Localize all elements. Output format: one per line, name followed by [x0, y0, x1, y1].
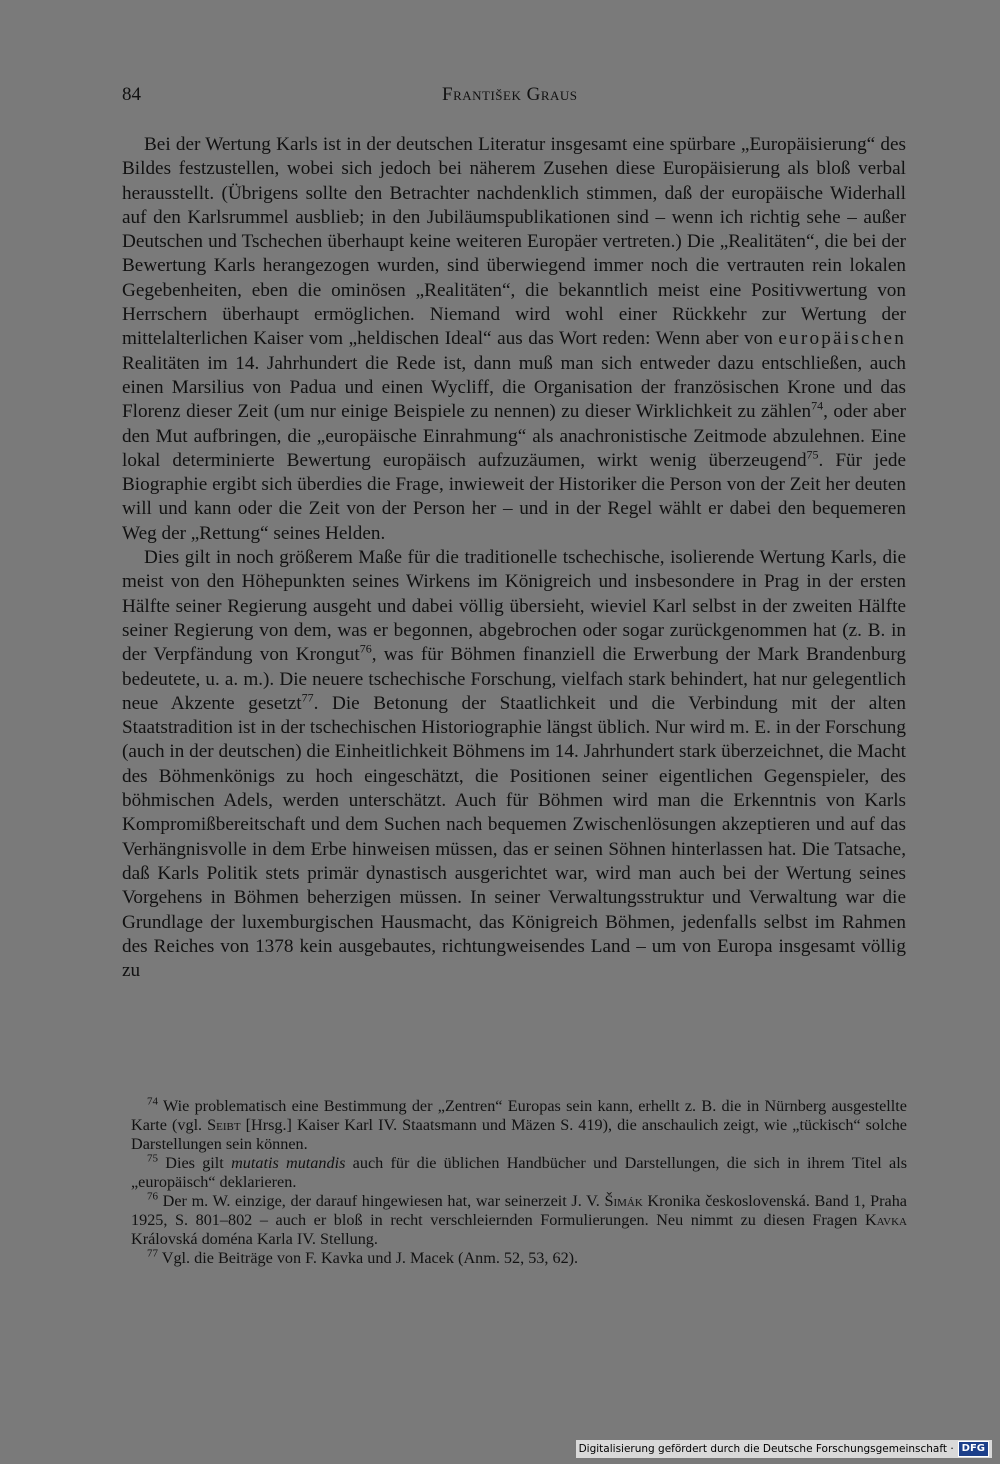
- text-run: . Für jede Biographie ergibt sich überdies die Frage, inwieweit der Historiker die Person von der Zeit her deuten will und kann oder die Zeit von der Person her – und in der Regel wählt er dabei den bequemeren Weg der „Rettung“ seines Helden.: [122, 449, 906, 544]
- footnote-ref: 75: [806, 447, 819, 462]
- text-run: , was für Böhmen finanziell die Erwerbung der Mark Brandenburg bedeutete, u. a. m.). Die neuere tschechische Forschung, vielfach stark behindert, hat nur gelegentlich neue Akzente gesetzt: [122, 644, 906, 714]
- text-run: Dies gilt: [158, 1154, 232, 1172]
- main-text: [122, 133, 906, 983]
- text-run: , oder aber den Mut aufbringen, die „europäische Einrahmung“ als anachronistische Zeitmode abzulehnen. Eine lokal determinierte Bewertung europäisch aufzuzäumen, wirkt wenig überzeugend: [122, 401, 906, 471]
- page-number: 84: [122, 84, 141, 105]
- text-run: [Hrsg.] Kaiser Karl IV. Staatsmann und Mäzen S. 419), die anschaulich zeigt, wie „tückisch“ solche Darstellungen sein können.: [131, 1116, 907, 1153]
- author-name: Šimák: [604, 1192, 643, 1210]
- emphasized-text: europäischen: [778, 328, 906, 350]
- footnote-number: 74: [147, 1095, 158, 1108]
- footnote-ref: 77: [301, 690, 314, 705]
- footnote-77: [131, 1249, 907, 1268]
- text-run: auch für die üblichen Handbücher und Darstellungen, die sich in ihrem Titel als „europäisch“ deklarieren.: [131, 1154, 907, 1191]
- text-run: Dies gilt in noch größerem Maße für die traditionelle tschechische, isolierende Wertung Karls, die meist von den Höhepunkten seines Wirkens im Königreich und insbesondere in Prag in der ersten Hälfte seiner Regierung ausgeht und dabei völlig übersieht, wieviel Karl selbst in der zweiten Hälfte seiner Regierung von dem, was er begonnen, abgebrochen oder sogar zurückgenommen hat (z. B. in der Verpfändung von Krongut: [122, 547, 906, 666]
- author-name: Kavka: [864, 1211, 907, 1229]
- text-run: Bei der Wertung Karls ist in der deutschen Literatur insgesamt eine spürbare „Europäisierung“ des Bildes festzustellen, wobei sich jedoch bei näherem Zusehen diese Europäisierung als bloß verbal herausstellt. (Übrigens sollte den Betrachter nachdenklich stimmen, daß der europäische Widerhall auf den Karlsrummel ausblieb; in den Jubiläumspublikationen sind – wenn ich richtig sehe – außer Deutschen und Tschechen überhaupt keine weiteren Europäer vertreten.) Die „Realitäten“, die bei der Bewertung Karls herangezogen wurden, sind überwiegend immer noch die vertrauten rein lokalen Gegebenheiten, eben die ominösen „Realitäten“, die bekanntlich meist eine Positivwertung von Herrschern überhaupt ermöglichen. Niemand wird wohl einer Rückkehr zur Wertung der mittelalterlichen Kaiser vom „heldischen Ideal“ aus das Wort reden: Wenn aber von: [122, 134, 906, 350]
- footnote-number: 75: [147, 1152, 158, 1165]
- text-run: Vgl. die Beiträge von F. Kavka und J. Macek (Anm. 52, 53, 62).: [158, 1249, 579, 1267]
- paragraph: [122, 546, 906, 983]
- footnote-74: [131, 1097, 907, 1154]
- dfg-logo-icon[interactable]: DFG: [958, 1441, 989, 1457]
- footnote-75: [131, 1154, 907, 1192]
- running-title: František Graus: [442, 84, 578, 105]
- footnote-76: [131, 1192, 907, 1249]
- footnote-number: 77: [147, 1247, 158, 1260]
- text-run: Královská doména Karla IV. Stellung.: [131, 1230, 378, 1248]
- paragraph: [122, 133, 906, 546]
- footnotes: [131, 1097, 907, 1268]
- text-run: Wie problematisch eine Bestimmung der „Zentren“ Europas sein kann, erhellt z. B. die in Nürnberg ausgestellte Karte (vgl.: [131, 1097, 907, 1134]
- credit-text: Digitalisierung gefördert durch die Deutsche Forschungsgemeinschaft ·: [578, 1443, 954, 1455]
- funding-credit[interactable]: [576, 1440, 992, 1458]
- footnote-ref: 76: [359, 641, 372, 656]
- text-run: Kronika československá. Band 1, Praha 1925, S. 801–802 – auch er bloß in recht verschleiernden Formulierungen. Neu nimmt zu diesen Fragen: [131, 1192, 907, 1229]
- text-run: . Die Betonung der Staatlichkeit und die Verbindung mit der alten Staatstradition ist in der tschechischen Historiographie längst üblich. Nur wird m. E. in der Forschung (auch in der deutschen) die Einheitlichkeit Böhmens im 14. Jahrhundert stark überzeichnet, die Macht des Böhmenkönigs zu hoch eingeschätzt, die Positionen seiner eigentlichen Gegenspieler, des böhmischen Adels, werden unterschätzt. Auch für Böhmen wird man die Erkenntnis von Karls Kompromißbereitschaft und dem Suchen nach bequemen Zwischenlösungen akzeptieren und auf das Verhängnisvolle in dem Erbe hinweisen müssen, das er seinen Söhnen hinterlassen hat. Die Tatsache, daß Karls Politik stets primär dynastisch ausgerichtet war, wird man auch bei der Wertung seines Vorgehens in Böhmen beherzigen müssen. In seiner Verwaltungsstruktur und Verwaltung war die Grundlage der luxemburgischen Hausmacht, das Königreich Böhmen, jedenfalls selbst im Rahmen des Reiches von 1378 kein ausgebautes, richtungweisendes Land – um von Europa insgesamt völlig zu: [122, 692, 906, 982]
- page-header: [122, 84, 906, 108]
- text-run: Der m. W. einzige, der darauf hingewiesen hat, war seinerzeit J. V.: [158, 1192, 605, 1210]
- footnote-number: 76: [147, 1190, 158, 1203]
- footnote-ref: 74: [811, 398, 824, 413]
- author-name: Seibt: [207, 1116, 241, 1134]
- italic-text: mutatis mutandis: [231, 1154, 346, 1172]
- text-run: Realitäten im 14. Jahrhundert die Rede ist, dann muß man sich entweder dazu entschließen, auch einen Marsilius von Padua und einen Wycliff, die Organisation der französischen Krone und das Florenz dieser Zeit (um nur einige Beispiele zu nennen) zu dieser Wirklichkeit zu zählen: [122, 352, 906, 423]
